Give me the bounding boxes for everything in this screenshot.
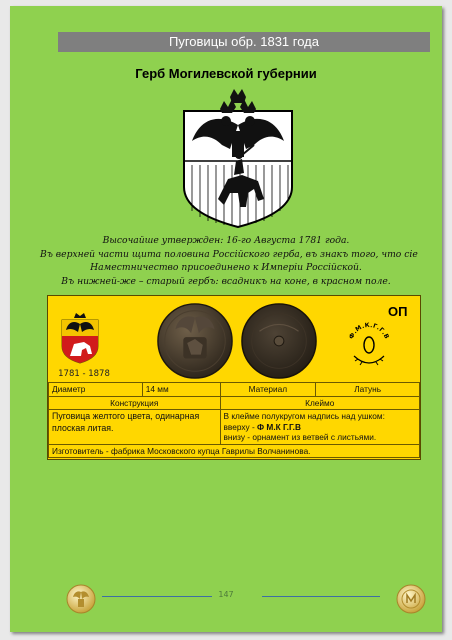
mark-code: ОП — [388, 304, 408, 319]
gold-medal-left-icon — [66, 584, 96, 614]
table-row — [49, 396, 420, 410]
section-header — [58, 32, 430, 52]
spec-table — [48, 382, 420, 458]
maker-stamp-drawing — [346, 312, 392, 372]
description-line: Въ нижней-же – старый гербъ: всадникъ на коне, в красном поле. — [61, 275, 391, 287]
stamp-text-cell — [220, 410, 420, 445]
construction-label: Конструкция — [49, 396, 221, 410]
section-title: Пуговицы обр. 1831 года — [169, 34, 319, 49]
arms-title: Герб Могилевской губернии — [135, 66, 317, 81]
mogilev-coat-icon — [58, 312, 102, 364]
description-line: Высочайше утвержден: 16-го Августа 1781 года. — [102, 235, 350, 246]
button-info-card — [48, 296, 420, 459]
stamp-line: внизу - орнамент из ветвей с листьями. — [223, 432, 377, 443]
table-row — [49, 383, 420, 397]
stamp-line: В клейме полукругом надпись над ушком: — [223, 411, 385, 421]
button-back-image — [240, 302, 318, 380]
stamp-label: Клеймо — [220, 396, 420, 410]
material-label: Материал — [220, 383, 316, 397]
material-value: Латунь — [316, 383, 420, 397]
stamp-line — [224, 422, 417, 433]
maker-text: Изготовитель - фабрика Московского купца Гаврилы Волчанинова. — [49, 444, 420, 458]
diameter-value: 14 мм — [142, 383, 220, 397]
page-number: 147 — [218, 590, 234, 599]
table-row — [49, 444, 420, 458]
button-front-image — [156, 302, 234, 380]
diameter-label: Диаметр — [49, 383, 143, 397]
description-line: Наместничество присоединено к Имперiи Россiйской. — [90, 262, 362, 274]
years-label: 1781 - 1878 — [58, 369, 110, 379]
coat-of-arms-illustration — [178, 89, 298, 229]
gold-medal-right-icon — [396, 584, 426, 614]
construction-text: Пуговица желтого цвета, одинарная плоская литая. — [49, 410, 221, 445]
table-row — [49, 410, 420, 445]
stamp-mark: Ф М.К Г.Г.В — [257, 421, 301, 432]
arms-description — [40, 234, 418, 288]
stamp-arc-text: Ф.М.К.Г.Г.В — [347, 321, 391, 341]
stamp-line-prefix: вверху - — [223, 421, 258, 432]
description-line: Въ верхней части щита половина Россiйского герба, въ знакъ того, что сiе — [40, 248, 418, 260]
